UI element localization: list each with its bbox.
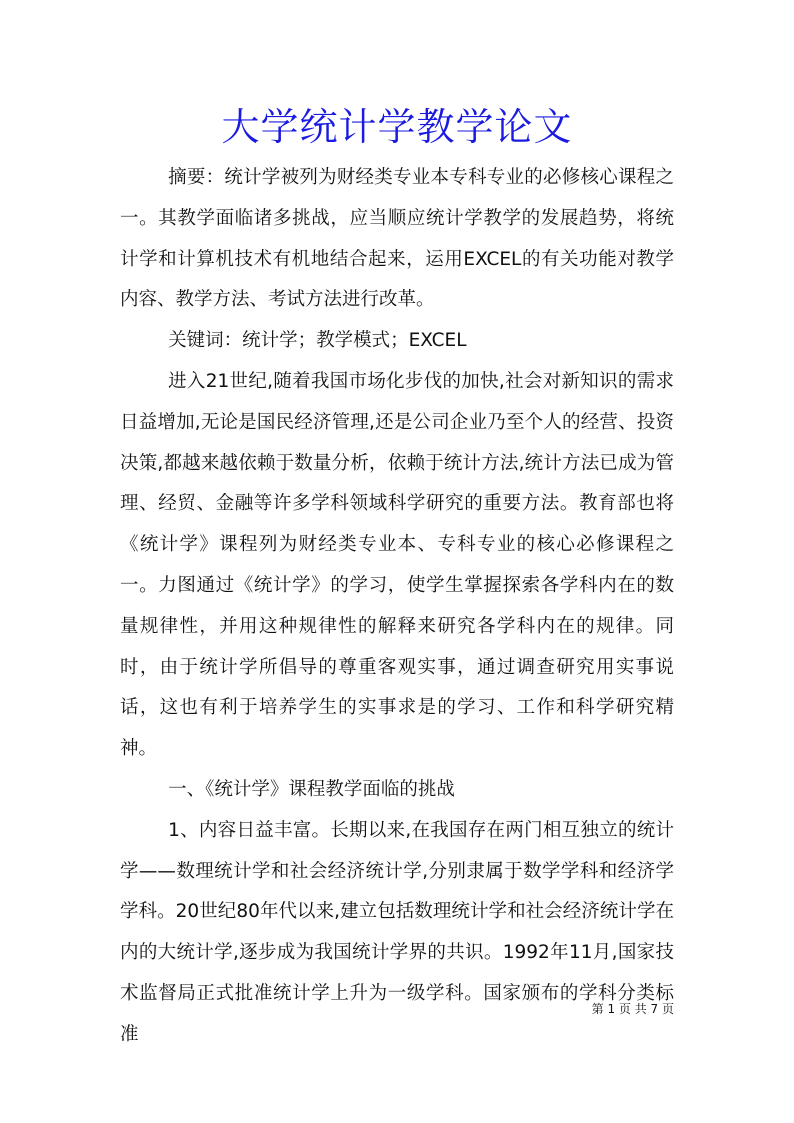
abstract-paragraph: 摘要：统计学被列为财经类专业本专科专业的必修核心课程之一。其教学面临诸多挑战，应当顺应统计学教学的发展趋势，将统计学和计算机技术有机地结合起来，运用EXCEL的有关功能对教学内容、教学方法、考试方法进行改革。 <box>120 167 674 311</box>
keywords-paragraph: 关键词：统计学；教学模式；EXCEL <box>168 330 467 352</box>
content-paragraph: 1、内容日益丰富。长期以来,在我国存在两门相互独立的统计学——数理统计学和社会经济统计学,分别隶属于数学学科和经济学学科。20世纪80年代以来,建立包括数理统计学和社会经济统计学在内的大统计学,逐步成为我国统计学界的共识。1992年11月,国家技术监督局正式批准统计学上升为一级学科。国家颁布的学科分类标准 <box>120 819 674 1045</box>
page-number-footer: 第 1 页 共 7 页 <box>591 1002 674 1016</box>
section-heading: 一、《统计学》课程教学面临的挑战 <box>168 778 455 800</box>
document-title: 大学统计学教学论文 <box>221 105 573 149</box>
intro-paragraph: 进入21世纪,随着我国市场化步伐的加快,社会对新知识的需求日益增加,无论是国民经济管理,还是公司企业乃至个人的经营、投资决策,都越来越依赖于数量分析，依赖于统计方法,统计方法已成为管理、经贸、金融等许多学科领域科学研究的重要方法。教育部也将《统计学》课程列为财经类专业本、专科专业的核心必修课程之一。力图通过《统计学》的学习，使学生掌握探索各学科内在的数量规律性，并用这种规律性的解释来研究各学科内在的规律。同时，由于统计学所倡导的尊重客观实事，通过调查研究用实事说话，这也有利于培养学生的实事求是的学习、工作和科学研究精神。 <box>120 370 674 760</box>
document-body <box>120 158 674 1056</box>
